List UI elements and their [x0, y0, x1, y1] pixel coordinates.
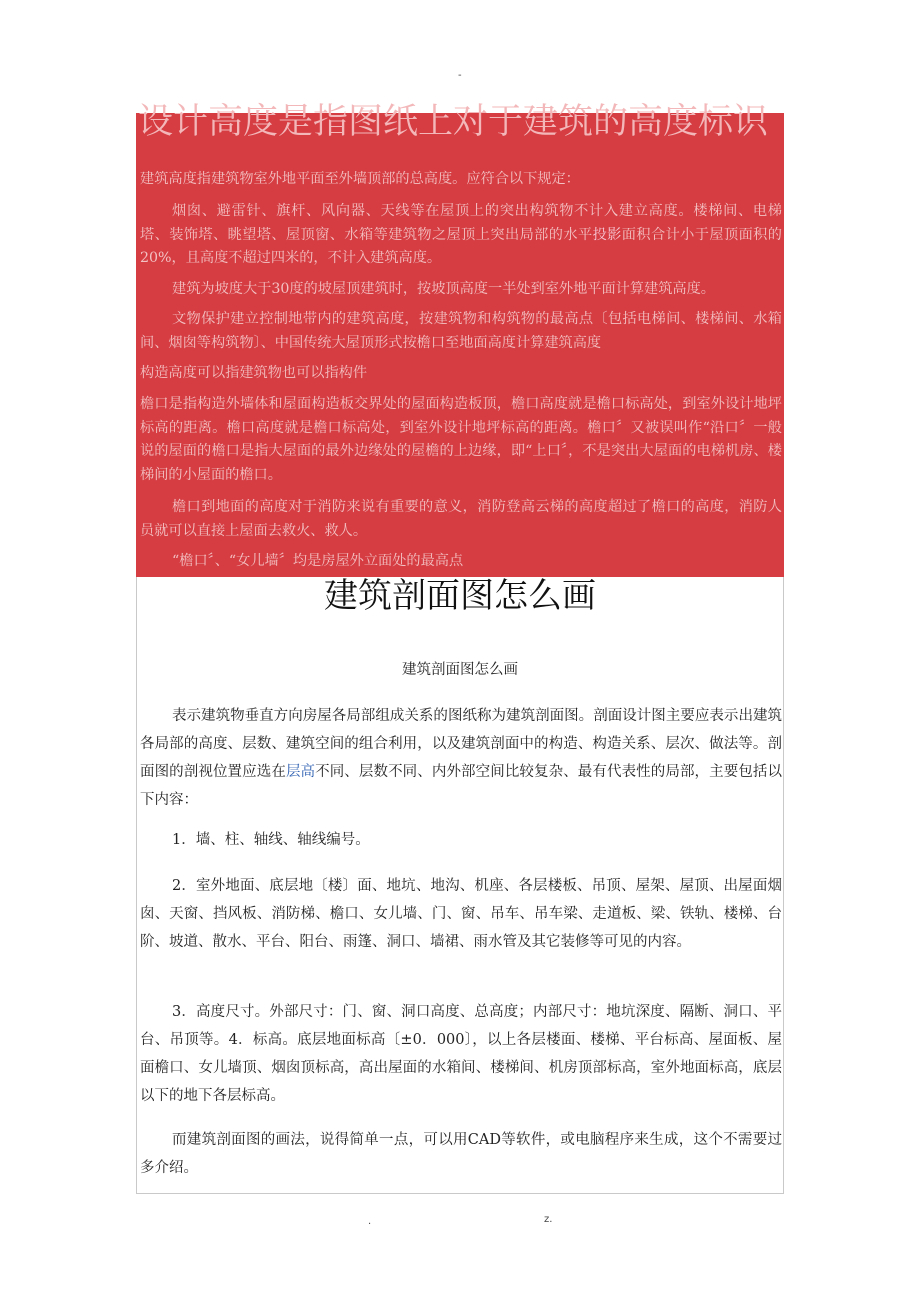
red-paragraph-2 [140, 200, 782, 271]
floor-height-link[interactable]: 层高 [285, 764, 316, 780]
red-paragraph-3: 建筑为坡度大于30度的坡屋顶建筑时，按坡顶高度一半处到室外地平面计算建筑高度。 [172, 281, 715, 297]
red-paragraph-8: “檐口〞、“女儿墙〞均是房屋外立面处的最高点 [172, 553, 464, 569]
body-paragraph-1-end: 不同、层数不同、内外部空间比较复杂、最有代表性的局部，主要包括以下内容： [140, 764, 783, 808]
red-paragraph-7: 檐口到地面的高度对于消防来说有重要的意义，消防登高云梯的高度超过了檐口的高度，消防人员就可以直接上屋面去救火、救人。 [140, 499, 782, 539]
body-paragraph-3: 2．室外地面、底层地〔楼〕面、地坑、地沟、机座、各层楼板、吊顶、屋架、屋顶、出屋面烟囱、天窗、挡风板、消防梯、檐口、女儿墙、门、窗、吊车、吊车梁、走道板、梁、铁轨、楼梯、台阶、坡道、散水、平台、阳台、雨篷、洞口、墙裙、雨水管及其它装修等可见的内容。 [140, 878, 782, 950]
body-paragraph-4: 3．高度尺寸。外部尺寸：门、窗、洞口高度、总高度；内部尺寸：地坑深度、隔断、洞口、平台、吊顶等。4．标高。底层地面标高〔±0．000〕，以上各层楼面、楼梯、平台标高、屋面板、屋面檐口、女儿墙顶、烟囱顶标高，高出屋面的水箱间、楼梯间、机房顶部标高，室外地面标高，底层以下的地下各层标高。 [140, 1004, 782, 1104]
body-paragraph-5: 而建筑剖面图的画法，说得简单一点，可以用CAD等软件，或电脑程序来生成，这个不需要过多介绍。 [140, 1132, 782, 1176]
red-paragraph-4: 文物保护建立控制地带内的建筑高度，按建筑物和构筑物的最高点〔包括电梯间、楼梯间、水箱间、烟囱等构筑物〕、中国传统大屋顶形式按檐口至地面高度计算建筑高度 [140, 311, 782, 351]
body-paragraph-2: 1．墙、柱、轴线、轴线编号。 [172, 832, 370, 848]
page-top-mark: - [458, 70, 462, 81]
red-paragraph-6: 檐口是指构造外墙体和屋面构造板交界处的屋面构造板顶，檐口高度就是檐口标高处，到室外设计地坪标高的距离。檐口高度就是檐口标高处，到室外设计地坪标高的距离。檐口〞又被误叫作“沿口〞一般说的屋面的檐口是指大屋面的最外边缘处的屋檐的上边缘，即“上口〞，不是突出大屋面的电梯机房、楼梯间的小屋面的檐口。 [140, 396, 782, 483]
page-subtitle: 建筑剖面图怎么画 [402, 662, 518, 678]
red-paragraph-2-start: 烟囱、避雷针、旗杆、风向器、天线等在屋顶上的突出构筑物不计入建立高度。楼梯间、电梯塔、装饰塔、眺望塔、屋顶窗、水箱等建筑物之屋顶上突出局部的水平 [140, 203, 782, 243]
red-paragraph-1: 建筑高度指建筑物室外地平面至外墙顶部的总高度。应符合以下规定： [140, 171, 580, 187]
page-title: 建筑剖面图怎么画 [324, 576, 596, 616]
footer-mark-right: z. [544, 1214, 553, 1225]
body-paragraph-1-start: 表示建筑物垂直方向房屋各局部组成关系的图纸称为建筑剖面图。剖面设计图主要应表示出建筑各局部的高度、层数、建筑空间的组合利用，以及建筑剖面中的构造、构造关系、层次、做法等。剖面图的剖视位置应选在 [140, 708, 782, 780]
footer-mark-left: . [368, 1216, 372, 1227]
red-paragraph-5: 构造高度可以指建筑物也可以指构件 [140, 365, 368, 381]
section-title-design-height: 设计高度是指图纸上对于建筑的高度标识 [138, 102, 769, 142]
red-paragraph-2-end: 面积合计小于屋顶面积的20%，且高度不超过四米的，不计入建筑高度。 [140, 226, 782, 266]
projection-link[interactable]: 投影 [592, 226, 622, 243]
body-paragraph-1 [140, 702, 782, 814]
